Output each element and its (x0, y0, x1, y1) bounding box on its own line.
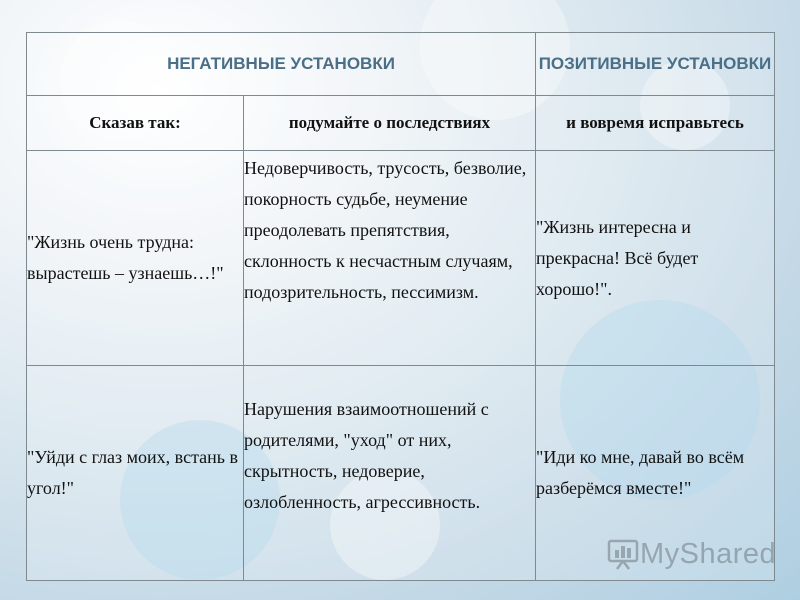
col-header-said: Сказав так: (27, 96, 244, 151)
row-consequences-text: Нарушения взаимоотношений с родителями, "уход" от них, скрытность, недоверие, озлобленность, агрессивность. (244, 366, 536, 581)
header-negative: НЕГАТИВНЫЕ УСТАНОВКИ (27, 33, 536, 96)
col-header-consequences: подумайте о последствиях (244, 96, 536, 151)
table-row (27, 151, 775, 366)
row-consequences-text: Недоверчивость, трусость, безволие, покорность судьбе, неумение преодолевать препятствия, склонность к несчастным случаям, подозрительность, пессимизм. (244, 151, 536, 366)
watermark-text: MyShared (640, 537, 777, 570)
attitudes-table (26, 32, 775, 581)
row-positive-text: "Иди ко мне, давай во всём разберёмся вместе!" (536, 366, 775, 581)
row-positive-text: "Жизнь интересна и прекрасна! Всё будет хорошо!". (536, 151, 775, 366)
row-said-text: "Уйди с глаз моих, встань в угол!" (27, 366, 244, 581)
myshared-logo-icon (606, 537, 640, 571)
row-said-text: "Жизнь очень трудна: вырастешь – узнаешь…!" (27, 151, 244, 366)
myshared-watermark (606, 536, 776, 572)
col-header-fix: и вовремя исправьтесь (536, 96, 775, 151)
header-positive: ПОЗИТИВНЫЕ УСТАНОВКИ (536, 33, 775, 96)
